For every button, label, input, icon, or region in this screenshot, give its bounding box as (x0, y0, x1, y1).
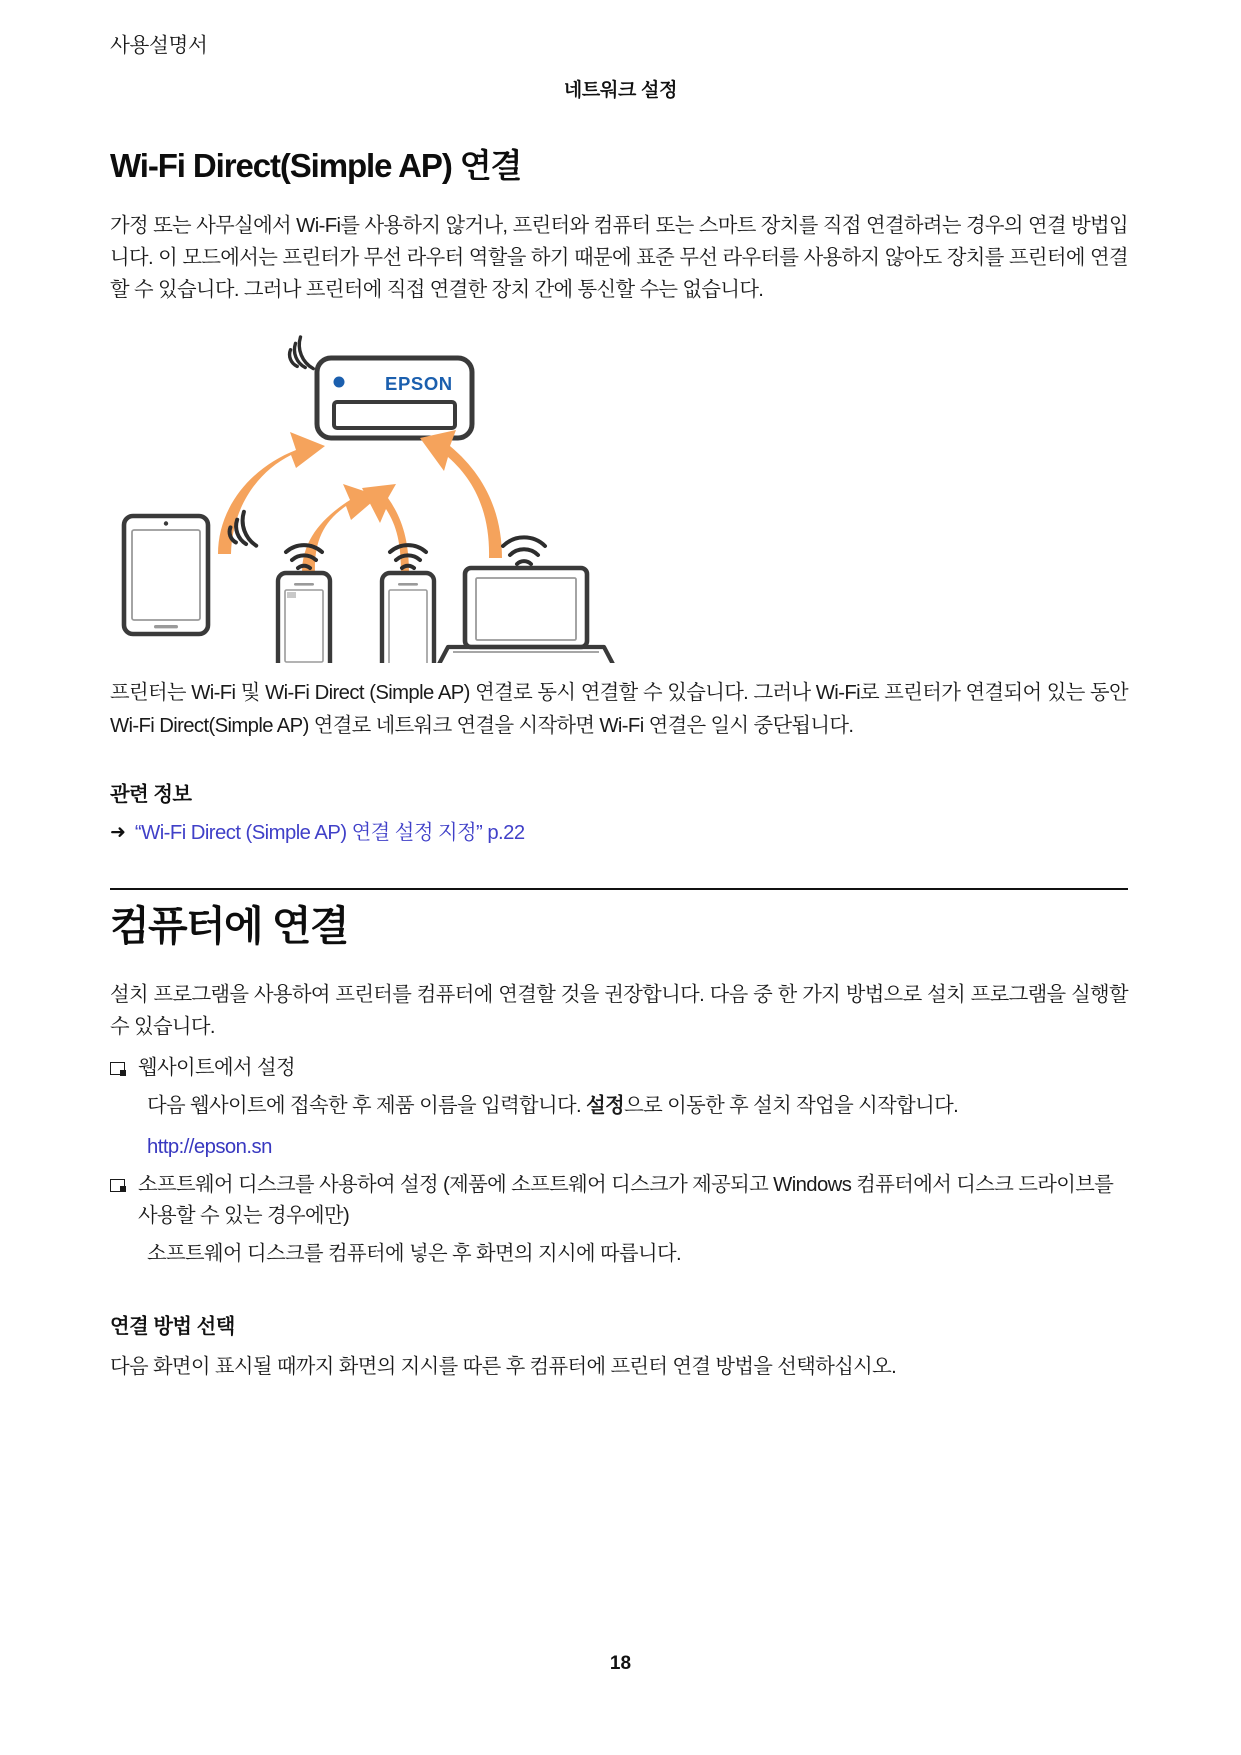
bullet-description-website (147, 1091, 1128, 1122)
tablet-device (124, 516, 208, 634)
illustration-svg (110, 328, 1128, 663)
wifi-direct-note-paragraph: 프린터는 Wi-Fi 및 Wi-Fi Direct (Simple AP) 연결로 동시 연결할 수 있습니다. 그러나 Wi-Fi로 프린터가 연결되어 있는 동안 Wi-Fi Direct(Simple AP) 연결로 네트워크 연결을 시작하면 Wi-Fi 연결은 일시 중단됩니다. (110, 682, 1128, 737)
bullet-square-icon (110, 1062, 125, 1075)
arrow-laptop-to-printer (420, 430, 502, 558)
laptop-wifi-icon (503, 538, 545, 565)
header-chapter-title: 네트워크 설정 (563, 80, 678, 101)
arrow-tablet-to-printer (218, 432, 325, 554)
laptop-device (438, 568, 614, 663)
setup-method-list (110, 1053, 1128, 1270)
wifi-direct-intro-paragraph: 가정 또는 사무실에서 Wi-Fi를 사용하지 않거나, 프린터와 컴퓨터 또는 스마트 장치를 직접 연결하려는 경우의 연결 방법입니다. 이 모드에서는 프린터가 무선 라우터 역할을 하기 때문에 표준 무선 라우터를 사용하지 않아도 장치를 프린터에 연결할 수 있습니다. 그러나 프린터에 직접 연결한 장치 간에 통신할 수는 없습니다. (110, 215, 1128, 302)
phone2-wifi-icon (390, 546, 426, 569)
desc-before-text: 다음 웹사이트에 접속한 후 제품 이름을 입력합니다. (147, 1094, 587, 1117)
connection-method-heading: 연결 방법 선택 (110, 1315, 235, 1338)
epson-setup-url-link[interactable]: http://epson.sn (147, 1136, 272, 1159)
smartphone-device-1 (278, 573, 330, 663)
connect-computer-intro-paragraph: 설치 프로그램을 사용하여 프린터를 컴퓨터에 연결할 것을 권장합니다. 다음 중 한 가지 방법으로 설치 프로그램을 실행할 수 있습니다. (110, 984, 1128, 1039)
desc-bold-text: 설정 (586, 1094, 625, 1117)
phone1-wifi-icon (286, 546, 322, 569)
arrow-phone2-to-printer (362, 484, 409, 573)
bullet-description-software-disc: 소프트웨어 디스크를 컴퓨터에 넣은 후 화면의 지시에 따릅니다. (147, 1242, 682, 1265)
related-info-link-row[interactable] (110, 819, 1128, 848)
list-item (110, 1053, 1128, 1163)
page-number: 18 (609, 1653, 632, 1674)
list-item (110, 1170, 1128, 1270)
smartphone-device-2 (382, 573, 434, 663)
related-info-link[interactable]: “Wi-Fi Direct (Simple AP) 연결 설정 지정” p.22 (134, 821, 525, 844)
wifi-direct-illustration (110, 328, 1128, 663)
section-heading-connect-computer: 컴퓨터에 연결 (110, 903, 348, 950)
page-content (110, 148, 1128, 1393)
section-heading-wifi-direct: Wi-Fi Direct(Simple AP) 연결 (110, 147, 522, 184)
related-info-heading: 관련 정보 (110, 783, 192, 806)
bullet-square-icon (110, 1179, 125, 1192)
connection-method-paragraph: 다음 화면이 표시될 때까지 화면의 지시를 따른 후 컴퓨터에 프린터 연결 방법을 선택하십시오. (110, 1355, 897, 1378)
right-arrow-icon: ➜ (110, 821, 126, 843)
printer-graphic (284, 338, 472, 439)
svg-text:EPSON: EPSON (385, 373, 453, 395)
bullet-title-website: 웹사이트에서 설정 (138, 1057, 295, 1080)
section-divider (110, 888, 1128, 890)
desc-after-text: 으로 이동한 후 설치 작업을 시작합니다. (624, 1094, 959, 1117)
bullet-title-software-disc: 소프트웨어 디스크를 사용하여 설정 (제품에 소프트웨어 디스크가 제공되고 Windows 컴퓨터에서 디스크 드라이브를 사용할 수 있는 경우에만) (138, 1173, 1114, 1228)
header-left-label: 사용설명서 (110, 34, 208, 57)
